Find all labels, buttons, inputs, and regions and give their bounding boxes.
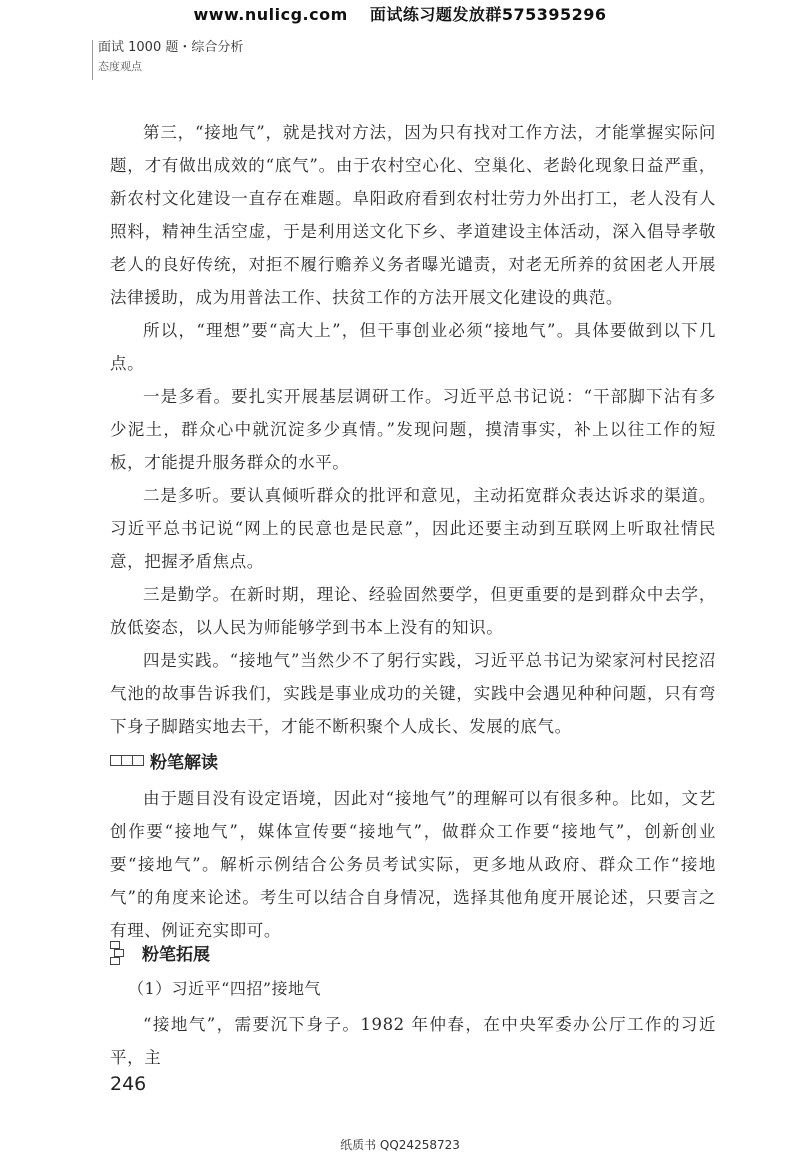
interpretation-heading — [110, 748, 218, 773]
body-paragraph: 一是多看。要扎实开展基层调研工作。习近平总书记说：“干部脚下沾有多少泥土，群众心中就沉淀多少真情。”发现问题，摸清事实，补上以往工作的短板，才能提升服务群众的水平。 — [110, 387, 716, 472]
running-head — [98, 38, 243, 76]
interpretation-title: 粉笔解读 — [150, 753, 218, 773]
watermark-group: 面试练习题发放群575395296 — [369, 5, 607, 24]
body-paragraph: 第三，“接地气”，就是找对方法，因为只有找对工作方法，才能掌握实际问题，才有做出成效的“底气”。由于农村空心化、空巢化、老龄化现象日益严重，新农村文化建设一直存在难题。阜阳政府看到农村壮劳力外出打工，老人没有人照料，精神生活空虚，于是利用送文化下乡、孝道建设主体活动，深入倡导孝敬老人的良好传统，对拒不履行赡养义务者曝光谴责，对老无所养的贫困老人开展法律援助，成为用普法工作、扶贫工作的方法开展文化建设的典范。 — [110, 123, 716, 307]
extension-body — [110, 1008, 716, 1074]
section-marker-icon — [110, 941, 124, 965]
extension-title: 粉笔拓展 — [142, 945, 210, 965]
running-head-book: 面试 1000 题・综合分析 — [98, 40, 244, 55]
interpretation-paragraph: 由于题目没有设定语境，因此对“接地气”的理解可以有很多种。比如，文艺创作要“接地气”，媒体宣传要“接地气”，做群众工作要“接地气”，创新创业要“接地气”。解析示例结合公务员考试实际，更多地从政府、群众工作“接地气”的角度来论述。考生可以结合自身情况，选择其他角度开展论述，只要言之有理、例证充实即可。 — [110, 789, 716, 940]
body-paragraph: 三是勤学。在新时期，理论、经验固然要学，但更重要的是到群众中去学，放低姿态，以人民为师能够学到书本上没有的知识。 — [110, 585, 716, 637]
page-number: 246 — [110, 1073, 147, 1095]
running-head-rule — [92, 40, 93, 80]
running-head-section: 态度观点 — [98, 60, 142, 73]
body-paragraph: 四是实践。“接地气”当然少不了躬行实践，习近平总书记为梁家河村民挖沼气池的故事告诉我们，实践是事业成功的关键，实践中会遇见种种问题，只有弯下身子脚踏实地去干，才能不断积聚个人成长、发展的底气。 — [110, 651, 716, 736]
body-paragraph: 二是多听。要认真倾听群众的批评和意见，主动拓宽群众表达诉求的渠道。习近平总书记说“网上的民意也是民意”，因此还要主动到互联网上听取社情民意，把握矛盾焦点。 — [110, 486, 716, 571]
interpretation-body — [110, 782, 716, 947]
watermark-site: www.nulicg.com — [193, 5, 348, 24]
section-marker-icon — [110, 755, 144, 766]
extension-paragraph: “接地气”，需要沉下身子。1982 年仲春，在中央军委办公厅工作的习近平，主 — [110, 1015, 716, 1067]
extension-heading — [110, 940, 210, 965]
body-paragraph: 所以，“理想”要“高大上”，但干事创业必须“接地气”。具体要做到以下几点。 — [110, 321, 716, 373]
footer-watermark: 纸质书 QQ24258723 — [340, 1138, 460, 1152]
main-body-text — [110, 116, 716, 743]
extension-item-heading: （1）习近平“四招”接地气 — [128, 979, 322, 998]
top-watermark — [0, 2, 800, 25]
